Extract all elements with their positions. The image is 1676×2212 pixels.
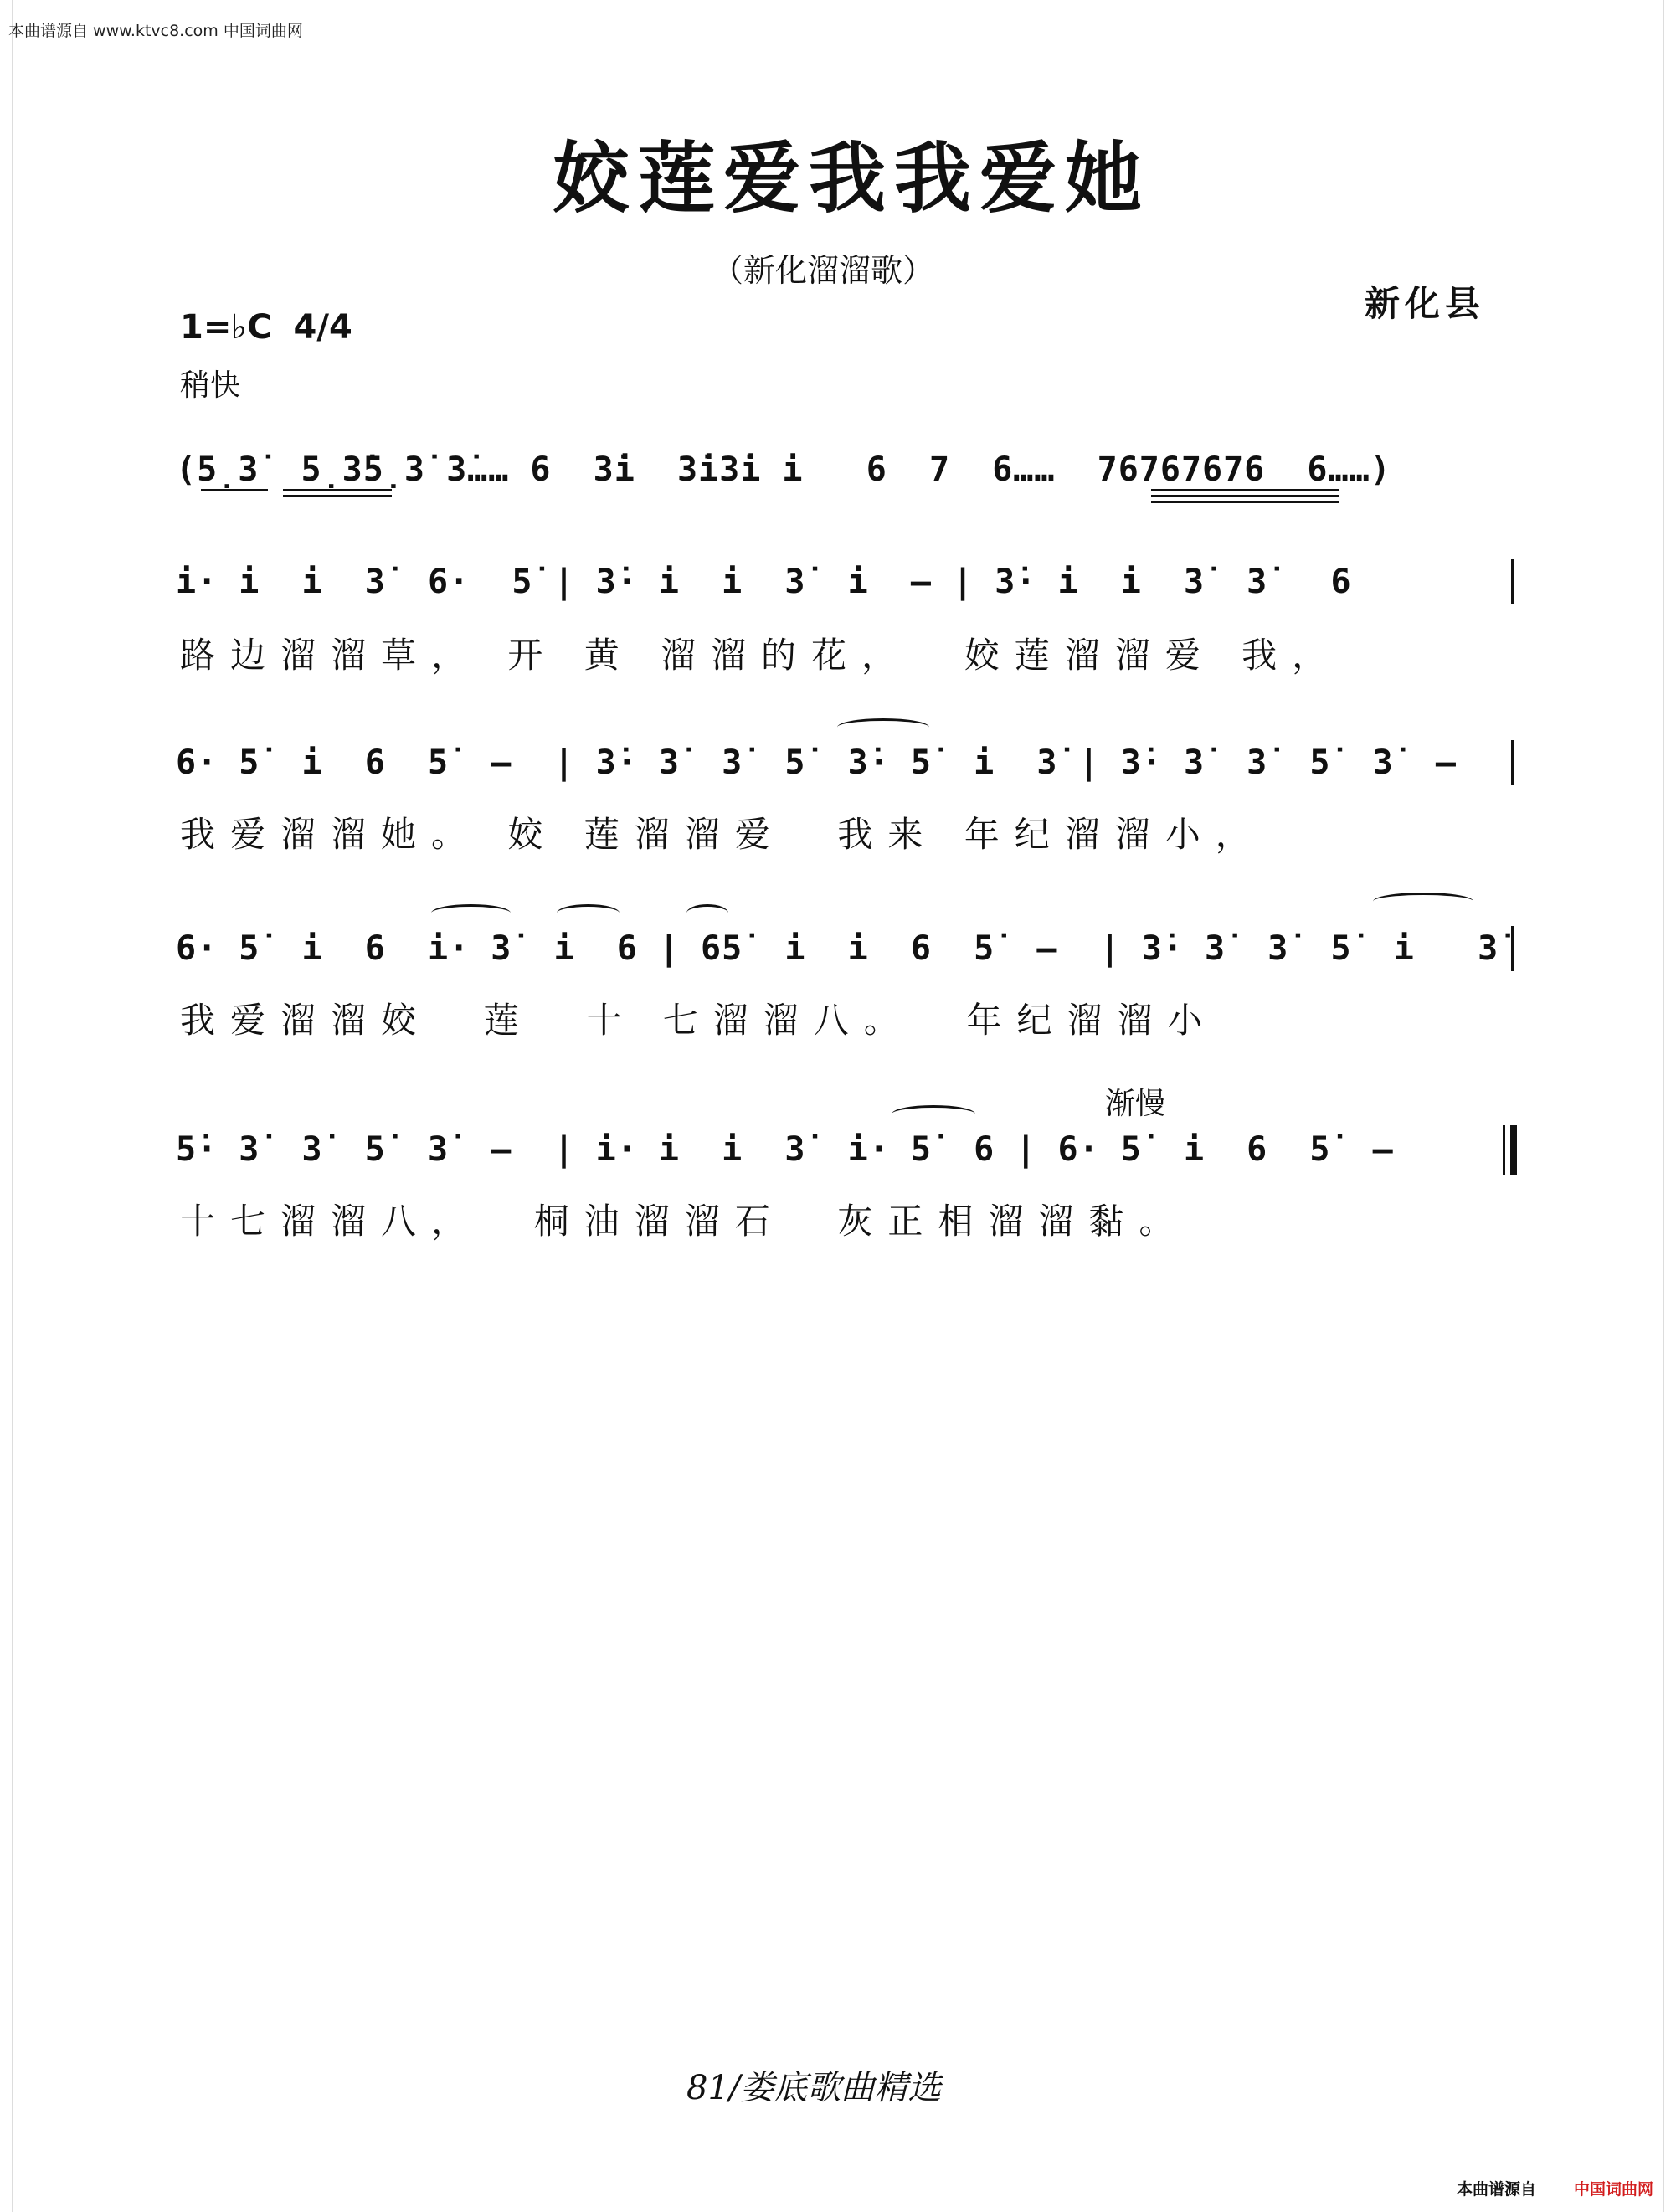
notation-line-1: i· i i 3̇ 6· 5̇ | 3̇· i i 3̇ i – | 3̇· i i 3̇ 3̇ 6 — [176, 563, 1352, 601]
key-signature — [180, 308, 352, 347]
lyric-line-2: 我爱溜溜她。 姣 莲溜溜爱 我来 年纪溜溜小， — [180, 814, 1266, 855]
subtitle: （新化溜溜歌） — [712, 252, 935, 289]
lyric-line-1: 路边溜溜草， 开 黄 溜溜的花， 姣莲溜溜爱 我， — [180, 635, 1343, 676]
region-label: 新化县 — [1365, 283, 1486, 324]
lyric-line-4: 十七溜溜八， 桐油溜溜石 灰正相溜溜黏。 — [180, 1201, 1190, 1242]
slur — [557, 904, 620, 922]
slur — [686, 904, 728, 922]
source-note: 本曲谱源自 www.ktvc8.com 中国词曲网 — [8, 22, 303, 40]
slur — [431, 904, 511, 922]
beam-underline — [201, 489, 268, 491]
left-margin-strip — [0, 0, 13, 2212]
intro-notation: (5̣3̇ 5̣3̇5̣3̇ 3̇…… 6 3̇i 3̇i3̇i i 6 7 6…… 76767676 6……) — [176, 450, 1391, 489]
page-title: 姣莲爱我我爱她 — [553, 133, 1151, 224]
tempo-change-marking: 渐慢 — [1105, 1087, 1166, 1121]
credit-left: 本曲谱源自 — [1457, 2180, 1537, 2199]
barline — [1511, 559, 1514, 604]
beam-underline — [283, 489, 392, 491]
notation-line-4: 5̇· 3̇ 3̇ 5̇ 3̇ – | i· i i 3̇ i· 5̇ 6 | 6· 5̇ i 6 5̇ – — [176, 1130, 1394, 1169]
beam-underline — [1151, 495, 1339, 497]
slur — [1373, 893, 1473, 910]
final-barline — [1503, 1125, 1517, 1175]
barline — [1511, 926, 1514, 971]
slur — [892, 1105, 975, 1123]
time-signature: 4/4 — [293, 308, 352, 347]
notation-line-2: 6· 5̇ i 6 5̇ – | 3̇· 3̇ 3̇ 5̇ 3̇· 5̇ i 3̇ | 3̇· 3̇ 3̇ 5̇ 3̇ – — [176, 743, 1458, 782]
lyric-line-3: 我爱溜溜姣 莲 十 七溜溜八。 年纪溜溜小 — [180, 1000, 1218, 1041]
beam-underline — [283, 495, 392, 497]
barline — [1511, 740, 1514, 785]
credit-right: 中国词曲网 — [1574, 2180, 1654, 2199]
footer-page-label: 81/娄底歌曲精选 — [686, 2069, 942, 2107]
beam-underline — [1151, 489, 1339, 491]
right-margin-strip — [1663, 0, 1676, 2212]
beam-underline — [1151, 501, 1339, 503]
notation-line-3: 6· 5̇ i 6 i· 3̇ i 6 | 65̇ i i 6 5̇ – | 3̇· 3̇ 3̇ 5̇ i 3̇ — [176, 929, 1499, 968]
key-text: 1=♭C — [180, 308, 272, 347]
slur — [837, 718, 929, 736]
tempo-marking: 稍快 — [180, 368, 241, 403]
